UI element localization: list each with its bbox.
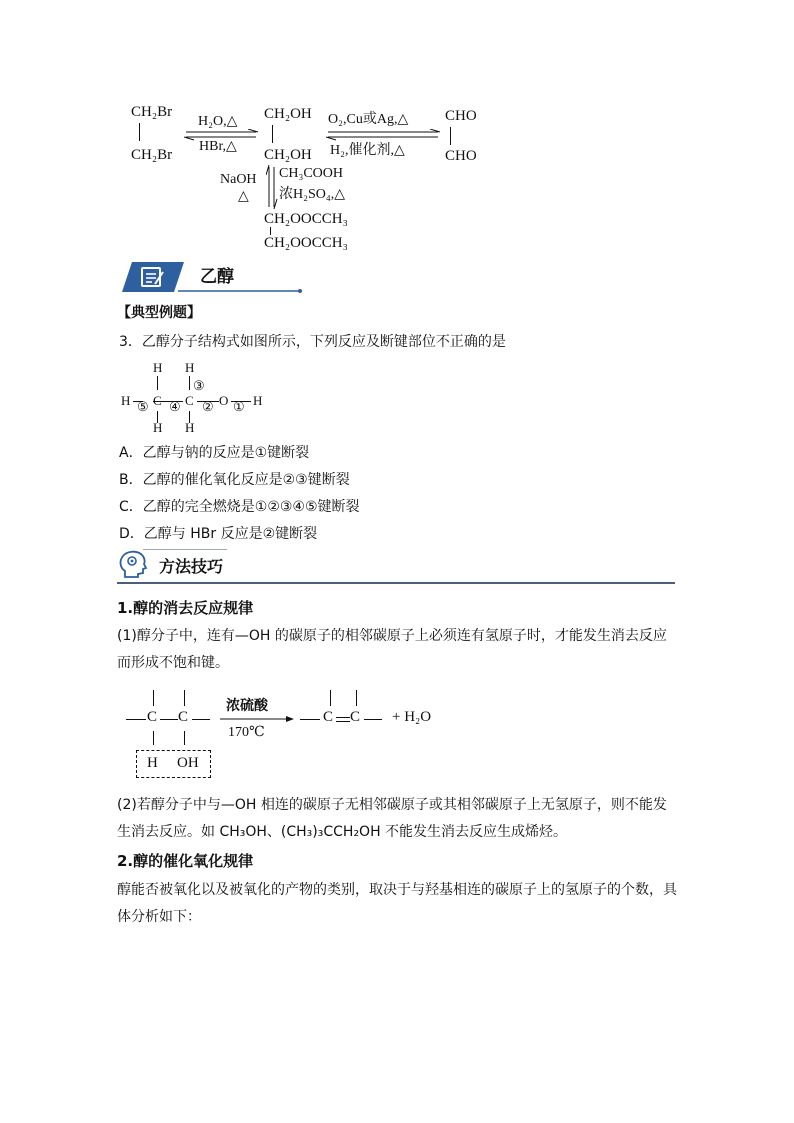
reactant-carbon-2: C xyxy=(178,709,189,725)
rule1-paragraph1: (1)醇分子中，连有—OH 的碳原子的相邻碳原子上必须连有氢原子时，才能发生消去反应而形成不饱和键。 xyxy=(117,628,667,671)
down-reagent-sulfuric-acid: 浓H₂SO₄,△ xyxy=(279,187,346,202)
atom-h-left: H xyxy=(121,393,131,408)
dibromoethane-top: CH₂Br xyxy=(131,104,173,120)
head-with-gears-icon xyxy=(117,549,149,581)
bond xyxy=(126,719,146,720)
bond-label-3: ③ xyxy=(193,378,205,393)
section-header-methods xyxy=(117,547,675,587)
product-carbon-1: C xyxy=(323,709,334,725)
atom-c2: C xyxy=(185,393,194,408)
section-underline xyxy=(178,288,304,294)
bond xyxy=(184,731,185,745)
option-d: D．乙醇与 HBr 反应是②键断裂 xyxy=(119,526,318,542)
rule1-paragraph2: (2)若醇分子中与—OH 相连的碳原子无相邻碳原子或其相邻碳原子上无氢原子，则不能发生消去反应。如 CH₃OH、(CH₃)₃CCH₂OH 不能发生消去反应生成烯烃。 xyxy=(117,797,667,840)
bond xyxy=(153,731,154,745)
example-question: 3．乙醇分子结构式如图所示，下列反应及断键部位不正确的是 xyxy=(119,334,506,350)
ethanedial-bottom: CHO xyxy=(445,148,477,164)
dibromoethane-bottom: CH₂Br xyxy=(131,147,173,163)
water-product: + H₂O xyxy=(392,709,432,725)
ethanedial-top: CHO xyxy=(445,108,477,124)
bond-line xyxy=(139,123,140,141)
rule2-title: 2.醇的催化氧化规律 xyxy=(117,852,254,870)
diester-bottom: CH₂OOCCH₃ xyxy=(264,235,348,251)
bond xyxy=(160,719,178,720)
bond-label-4: ④ xyxy=(169,399,181,414)
bond xyxy=(300,719,320,720)
arrow2-top-condition: O₂,Cu或Ag,△ xyxy=(328,112,409,127)
bond-label-5: ⑤ xyxy=(137,399,149,414)
arrow1-top-condition: H₂O,△ xyxy=(198,114,238,129)
eliminated-hydrogen: H xyxy=(147,755,158,771)
example-heading: 【典型例题】 xyxy=(117,305,201,321)
bond-line xyxy=(272,125,273,143)
section-header-ethanol xyxy=(122,262,304,296)
bond xyxy=(157,376,158,390)
rule2-paragraph: 醇能否被氧化以及被氧化的产物的类别，取决于与羟基相连的碳原子上的氢原子的个数，具体分析如下： xyxy=(117,882,677,925)
rule1-title: 1.醇的消去反应规律 xyxy=(117,599,254,617)
option-b: B．乙醇的催化氧化反应是②③键断裂 xyxy=(119,472,350,488)
diester-top: CH₂OOCCH₃ xyxy=(264,211,348,227)
bond-label-1: ① xyxy=(233,399,245,414)
down-reagent-acetic-acid: CH₃COOH xyxy=(279,166,343,181)
bond xyxy=(167,401,183,402)
double-bond-line xyxy=(336,717,350,718)
section-title-methods: 方法技巧 xyxy=(159,557,224,576)
section-title-ethanol: 乙醇 xyxy=(200,267,234,287)
double-bond-line xyxy=(336,721,350,722)
elimination-reaction xyxy=(120,686,460,782)
reaction-scheme xyxy=(0,0,794,260)
atom-h-bottom-2: H xyxy=(185,420,195,435)
bond xyxy=(356,690,357,706)
eliminated-hydroxyl: OH xyxy=(177,755,199,771)
bond xyxy=(330,690,331,706)
bond xyxy=(189,376,190,390)
arrow1-bottom-condition: HBr,△ xyxy=(199,139,237,154)
atom-h-right: H xyxy=(253,393,263,408)
bond xyxy=(364,719,382,720)
atom-h-top-2: H xyxy=(185,360,195,375)
option-a: A．乙醇与钠的反应是①键断裂 xyxy=(119,445,310,461)
bond xyxy=(192,719,210,720)
vertical-equilibrium-arrow xyxy=(266,165,278,209)
option-c: C．乙醇的完全燃烧是①②③④⑤键断裂 xyxy=(119,499,360,515)
up-reagent-naoh: NaOH xyxy=(220,172,257,187)
bond xyxy=(153,690,154,706)
equilibrium-arrow-2 xyxy=(326,129,442,141)
section-divider xyxy=(117,582,675,584)
ethanediol-bottom: CH₂OH xyxy=(264,147,312,163)
up-reagent-heat: △ xyxy=(238,189,249,204)
bond-label-2: ② xyxy=(202,399,214,414)
atom-h-top-1: H xyxy=(153,360,163,375)
atom-h-bottom-1: H xyxy=(153,420,163,435)
reaction-temperature: 170℃ xyxy=(228,725,265,740)
ethanol-structure xyxy=(115,356,275,438)
notepad-icon xyxy=(122,262,184,294)
bond-line xyxy=(450,127,451,145)
reactant-carbon-1: C xyxy=(147,709,158,725)
bond xyxy=(184,690,185,706)
arrow2-bottom-condition: H₂,催化剂,△ xyxy=(330,143,405,158)
header-top-line xyxy=(143,549,227,550)
ethanediol-top: CH₂OH xyxy=(264,106,312,122)
reagent-conc-sulfuric-acid: 浓硫酸 xyxy=(226,698,268,714)
product-carbon-2: C xyxy=(350,709,361,725)
atom-c1: C xyxy=(153,393,162,408)
atom-o: O xyxy=(219,393,229,408)
